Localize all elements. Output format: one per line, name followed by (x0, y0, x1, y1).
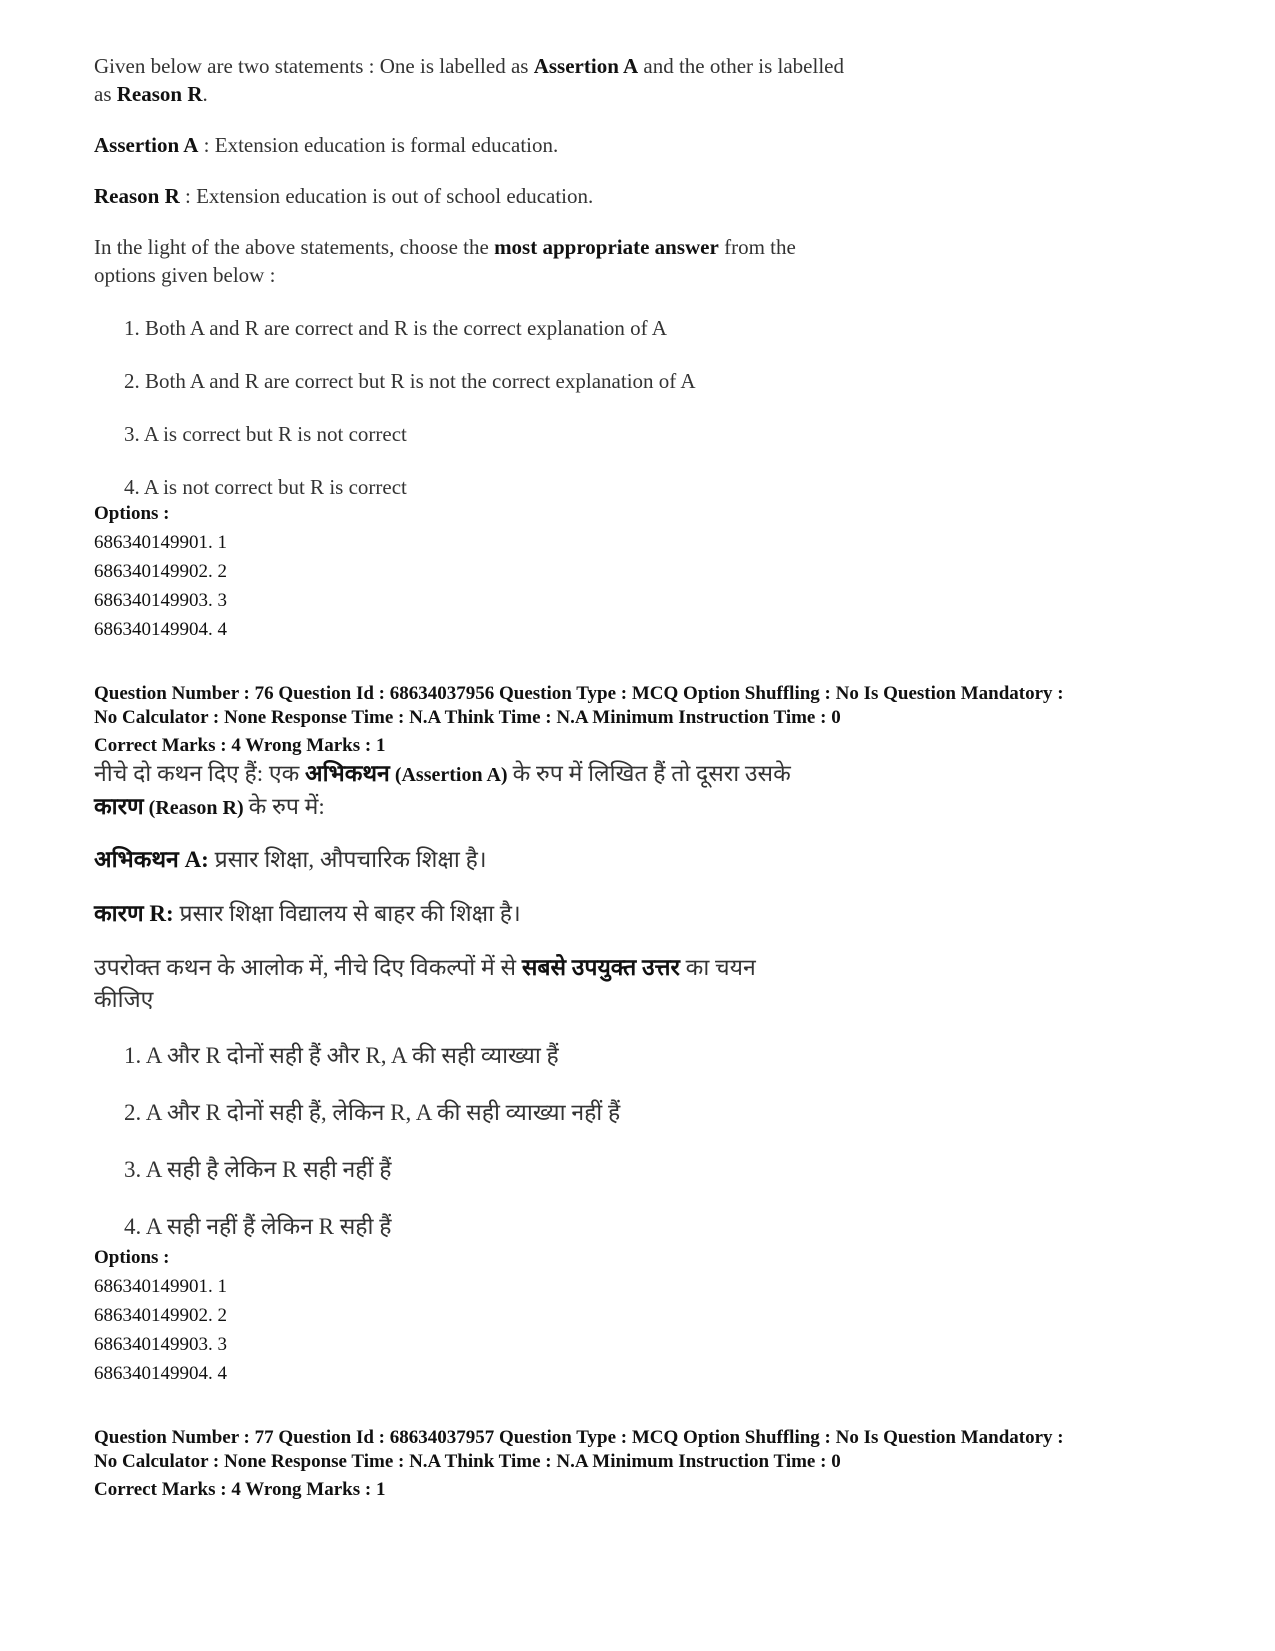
q75-intro-bold-reason: Reason R (116, 82, 203, 106)
q75-option-4: 686340149904. 4 (94, 619, 227, 640)
q76-hindi-instruction (94, 952, 894, 1016)
q75-instruction-text: In the light of the above statements, choose the (94, 235, 495, 259)
q75-choice-4: 4. A is not correct but R is correct (124, 475, 407, 499)
q75-reason-text: : Extension education is out of school education. (179, 184, 594, 208)
q76-hindi-instruction-text-3: कीजिए (94, 987, 154, 1012)
q75-intro-text: Given below are two statements : One is labelled as (94, 54, 534, 78)
q76-hindi-intro-reason-en: (Reason R) (143, 797, 249, 819)
q76-option-2: 686340149902. 2 (94, 1305, 227, 1326)
q76-hindi-reason-label: कारण R: (94, 901, 174, 926)
q75-option-2: 686340149902. 2 (94, 561, 227, 582)
q75-choice-3: 3. A is correct but R is not correct (124, 422, 407, 446)
q75-reason (94, 182, 1204, 210)
q76-hindi-assertion-label: अभिकथन A: (94, 847, 209, 872)
q75-intro-bold-assertion: Assertion A (533, 54, 639, 78)
q75-option-3: 686340149903. 3 (94, 590, 227, 611)
q76-hindi-instruction-text-2: का चयन (679, 955, 756, 980)
q75-instruction-text-2: from the options given below : (94, 235, 796, 287)
q75-intro-text-2: and the other is labelled as (94, 54, 844, 106)
document-page (94, 52, 1204, 1502)
q75-instruction (94, 233, 854, 289)
q76-hindi-intro-assertion-en: (Assertion A) (389, 764, 513, 786)
q75-choice-1: 1. Both A and R are correct and R is the correct explanation of A (124, 316, 667, 340)
q76-hindi-assertion-text: प्रसार शिक्षा, औपचारिक शिक्षा है। (208, 847, 487, 872)
q75-intro (94, 52, 854, 108)
q76-choice-3: 3. A सही है लेकिन R सही नहीं हैं (124, 1157, 392, 1182)
q76-marks: Correct Marks : 4 Wrong Marks : 1 (94, 735, 386, 756)
q76-hindi-intro-text: नीचे दो कथन दिए हैं: एक (94, 761, 305, 786)
q76-hindi-intro-bold-reason: कारण (94, 794, 144, 819)
q77-marks: Correct Marks : 4 Wrong Marks : 1 (94, 1479, 386, 1500)
q77-meta-line-1: Question Number : 77 Question Id : 68634037957 Question Type : MCQ Option Shuffling : No Is Question Mandatory : (94, 1427, 1064, 1448)
q75-option-1: 686340149901. 1 (94, 532, 227, 553)
q75-assertion-label: Assertion A (94, 133, 199, 157)
q76-option-1: 686340149901. 1 (94, 1276, 227, 1297)
q76-hindi-assertion (94, 844, 1204, 876)
q76-option-4: 686340149904. 4 (94, 1363, 227, 1384)
q76-option-3: 686340149903. 3 (94, 1334, 227, 1355)
q76-meta-line-2: No Calculator : None Response Time : N.A Think Time : N.A Minimum Instruction Time : 0 (94, 707, 841, 728)
q76-hindi-intro-text-2: के रुप में लिखित हैं तो दूसरा उसके (512, 761, 791, 786)
q76-choice-4: 4. A सही नहीं हैं लेकिन R सही हैं (124, 1214, 392, 1239)
q76-options-label: Options : (94, 1247, 170, 1268)
q77-meta-line-2: No Calculator : None Response Time : N.A Think Time : N.A Minimum Instruction Time : 0 (94, 1451, 841, 1472)
q75-assertion (94, 131, 1204, 159)
q76-hindi-intro-bold-assertion: अभिकथन (305, 761, 390, 786)
q76-hindi-instruction-text: उपरोक्त कथन के आलोक में, नीचे दिए विकल्पों में से (94, 955, 522, 980)
q76-meta-line-1: Question Number : 76 Question Id : 68634037956 Question Type : MCQ Option Shuffling : No Is Question Mandatory : (94, 683, 1064, 704)
q76-hindi-reason (94, 898, 1204, 930)
q76-hindi-intro-text-3: के रुप में: (248, 794, 325, 819)
q75-reason-label: Reason R (94, 184, 180, 208)
q76-hindi-intro (94, 758, 894, 824)
q76-choice-1: 1. A और R दोनों सही हैं और R, A की सही व्याख्या हैं (124, 1043, 559, 1068)
q75-options-label: Options : (94, 503, 170, 524)
q76-choice-2: 2. A और R दोनों सही हैं, लेकिन R, A की सही व्याख्या नहीं हैं (124, 1100, 621, 1125)
q75-instruction-bold: most appropriate answer (494, 235, 719, 259)
q75-assertion-text: : Extension education is formal education. (198, 133, 559, 157)
q76-hindi-instruction-bold: सबसे उपयुक्त उत्तर (521, 955, 680, 980)
q75-intro-end: . (202, 82, 208, 106)
q76-hindi-reason-text: प्रसार शिक्षा विद्यालय से बाहर की शिक्षा है। (173, 901, 521, 926)
q75-choice-2: 2. Both A and R are correct but R is not the correct explanation of A (124, 369, 696, 393)
